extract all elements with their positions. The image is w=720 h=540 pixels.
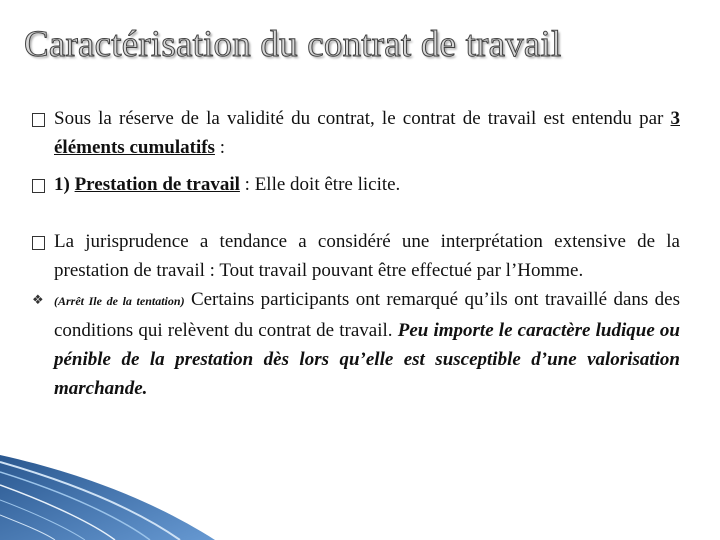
bullet-emphasis: Peu importe le caractère ludique ou pénible de la prestation dès lors qu’elle est susceptible d’une valorisation marchande.: [54, 320, 680, 399]
bullet-text: : Elle doit être licite.: [239, 174, 401, 195]
bullet-number: 1): [54, 174, 75, 195]
checkbox-bullet-icon: [32, 104, 45, 138]
bullet-emphasis: 3 éléments cumulatifs: [54, 108, 680, 158]
case-reference: (Arrêt Ile de la tentation): [54, 294, 185, 308]
checkbox-bullet-icon: [32, 227, 45, 261]
bullet-text: Sous la réserve de la validité du contrat, le contrat de travail est entendu par: [54, 108, 671, 129]
bullet-item: [32, 104, 680, 162]
bullet-text: :: [214, 137, 225, 158]
sub-bullet-item: [32, 285, 680, 403]
slide-body: [32, 104, 680, 403]
bullet-text: La jurisprudence a tendance a considéré une interprétation extensive de la prestation de travail : Tout travail pouvant être effectué par l’Homme.: [54, 231, 680, 281]
bullet-heading: Prestation de travail: [74, 174, 240, 195]
bullet-item: [32, 170, 680, 199]
slide-title: Caractérisation du contrat de travail: [24, 24, 562, 65]
bullet-item: [32, 227, 680, 285]
diamond-bullet-icon: ❖: [32, 293, 44, 308]
bullet-text: Certains participants ont remarqué qu’ils ont travaillé dans des conditions qui relèvent du contrat de travail.: [54, 289, 680, 341]
checkbox-bullet-icon: [32, 170, 45, 204]
